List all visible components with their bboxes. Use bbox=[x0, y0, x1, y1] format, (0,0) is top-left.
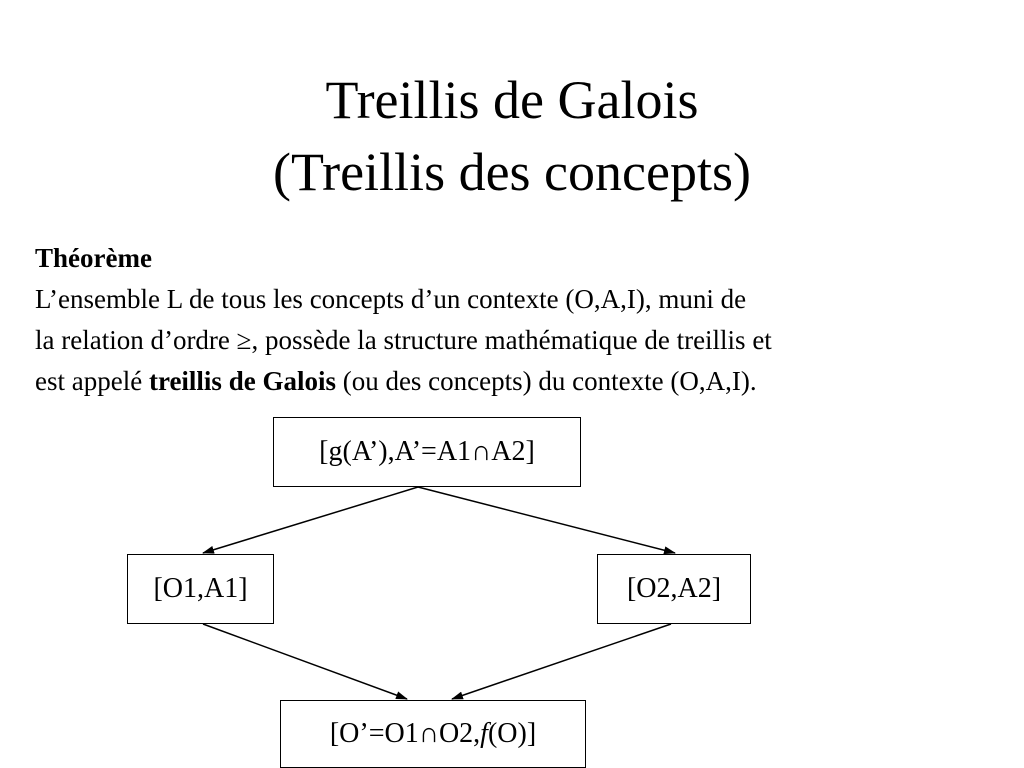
edge-right-to-bottom bbox=[452, 624, 671, 699]
bottom-label-start: [O’=O1∩O2, bbox=[329, 718, 481, 749]
theorem-block bbox=[35, 238, 995, 402]
lattice-node-top bbox=[273, 417, 581, 487]
lattice-node-bottom-label bbox=[330, 718, 536, 750]
edge-top-to-left bbox=[203, 487, 418, 553]
bottom-label-end: (O)] bbox=[487, 718, 537, 749]
edge-left-to-bottom bbox=[203, 624, 407, 699]
theorem-line-3 bbox=[35, 361, 995, 402]
bottom-label-function: f bbox=[480, 718, 488, 749]
lattice-node-left bbox=[127, 554, 274, 624]
theorem-line-1: L’ensemble L de tous les concepts d’un contexte (O,A,I), muni de bbox=[35, 284, 747, 314]
slide-title-line-2: (Treillis des concepts) bbox=[273, 142, 751, 202]
theorem-term-galois-lattice: treillis de Galois bbox=[148, 366, 336, 396]
lattice-node-bottom bbox=[280, 700, 586, 768]
slide-title-line-1: Treillis de Galois bbox=[325, 70, 699, 130]
theorem-line-3-start: est appelé bbox=[35, 366, 149, 396]
edge-top-to-right bbox=[418, 487, 675, 553]
theorem-line-3-end: (ou des concepts) du contexte (O,A,I). bbox=[335, 366, 757, 396]
lattice-node-right-label: [O2,A2] bbox=[626, 573, 722, 604]
lattice-node-left-label: [O1,A1] bbox=[153, 573, 248, 604]
lattice-node-right bbox=[597, 554, 751, 624]
theorem-line-2: la relation d’ordre ≥, possède la structure mathématique de treillis et bbox=[35, 325, 772, 355]
slide-title bbox=[0, 64, 1024, 208]
theorem-heading: Théorème bbox=[35, 243, 152, 273]
lattice-node-top-label: [g(A’),A’=A1∩A2] bbox=[319, 436, 535, 467]
